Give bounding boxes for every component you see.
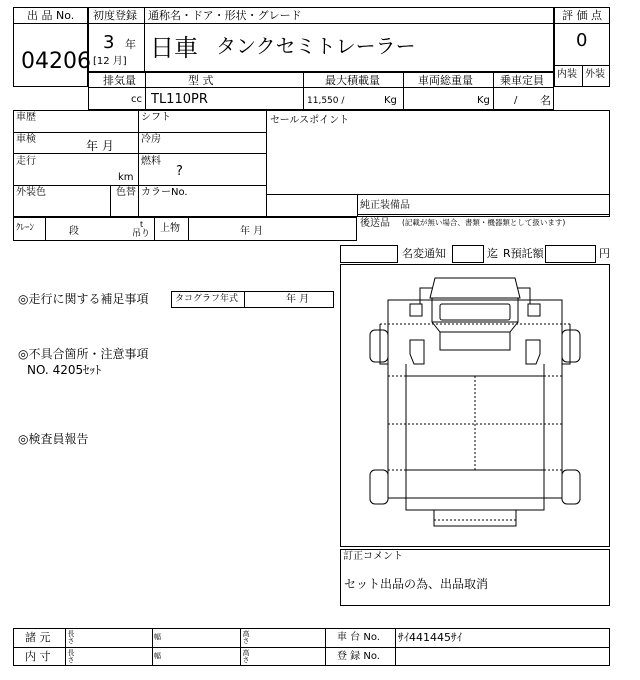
exterior-label: 外装 [585,69,605,80]
registration-number-label: 登 録 No. [337,651,380,662]
yen-unit: 円 [599,247,610,260]
footer-height-label-1: 高さ [242,630,250,644]
tachograph-label: タコグラフ年式 [175,294,239,304]
mounted-label: 上物 [160,223,180,234]
capacity-value: / [514,95,518,106]
first-registration-year: 3 [103,32,115,53]
deadline-box [452,245,484,263]
history-label: 車歴 [16,112,36,123]
footer-width-label-2: 幅 [154,652,161,660]
ac-label: 冷房 [141,134,161,145]
name-change-label: 名変通知 [402,247,446,260]
capacity-unit: 名 [540,94,551,107]
inspection-label: 車検 [16,134,36,145]
inspection-value: 年 月 [86,139,114,153]
max-load-value: 11,550 / [307,96,345,106]
post-delivery-label: 後送品 [360,218,390,229]
genuine-equipment-label: 純正装備品 [360,200,410,211]
mileage-label: 走行 [16,156,36,167]
footer-length-label-2: 長さ [67,649,75,663]
interior-label: 内装 [557,69,577,80]
score-value: 0 [576,30,588,51]
score-label: 評 価 点 [562,9,602,22]
details-grid [13,110,610,217]
defects-value: NO. 4205ｾｯﾄ [27,363,102,377]
truck-outline-diagram [340,264,610,547]
lot-number: 04206 [21,49,91,74]
crane-stage-unit: 段 [69,226,79,237]
vehicle-name-label: 通称名・ドア・形状・グレード [148,9,302,22]
capacity-label: 乗車定員 [500,74,544,87]
mounted-value: 年 月 [240,226,264,237]
color-no-label: カラーNo. [141,187,188,198]
footer-inner-dim-label: 内 寸 [25,650,51,663]
crane-ton-unit: t [140,220,144,229]
maker-name: 日車 [150,34,198,62]
tachograph-value: 年 月 [286,294,310,305]
model-code-label: 型 式 [188,74,214,87]
chassis-number-value: ｻｲ441445ｻｲ [398,631,462,644]
footer-specs-label: 諸 元 [25,631,51,644]
footer-height-label-2: 高さ [242,649,250,663]
post-delivery-note: (記載が無い場合、書類・機器類として扱います) [402,218,566,227]
footer-width-label-1: 幅 [154,633,161,641]
mileage-unit: km [118,172,134,183]
r-deposit-label: R預託額 [503,247,544,260]
gross-weight-unit: Kg [477,95,490,106]
fuel-value: ? [176,164,183,179]
model-code: TL110PR [151,92,208,107]
crane-row [13,217,357,241]
gross-weight-label: 車両総重量 [418,74,473,87]
shift-label: シフト [141,112,171,123]
first-registration-label: 初度登録 [93,9,137,22]
defects-label: ◎不具合箇所・注意事項 [18,347,149,361]
color-swap-label: 色替 [116,187,136,198]
max-load-unit: Kg [384,95,397,106]
correction-comment-value: セット出品の為、出品取消 [344,577,489,591]
name-change-date-box [340,245,398,263]
displacement-label: 排気量 [103,74,136,87]
year-unit: 年 [125,38,136,51]
deadline-label: 迄 [487,247,498,260]
model-name: タンクセミトレーラー [216,34,416,58]
sales-point-label: セールスポイント [270,115,350,126]
crane-label: ｸﾚｰﾝ [16,223,35,233]
driving-notes-label: ◎走行に関する補足事項 [18,292,149,306]
first-registration-month: [12 月] [93,56,127,67]
footer-length-label-1: 長さ [67,630,75,644]
exterior-color-label: 外装色 [16,187,46,198]
inspector-report-label: ◎検査員報告 [18,432,89,446]
max-load-label: 最大積載量 [325,74,380,87]
correction-comment-label: 訂正コメント [343,551,403,562]
crane-hang-label: 吊り [132,229,151,239]
chassis-number-label: 車 台 No. [337,632,380,643]
lot-number-label: 出 品 No. [27,9,75,22]
displacement-unit: cc [131,94,142,105]
fuel-label: 燃料 [141,156,161,167]
r-deposit-box [545,245,596,263]
